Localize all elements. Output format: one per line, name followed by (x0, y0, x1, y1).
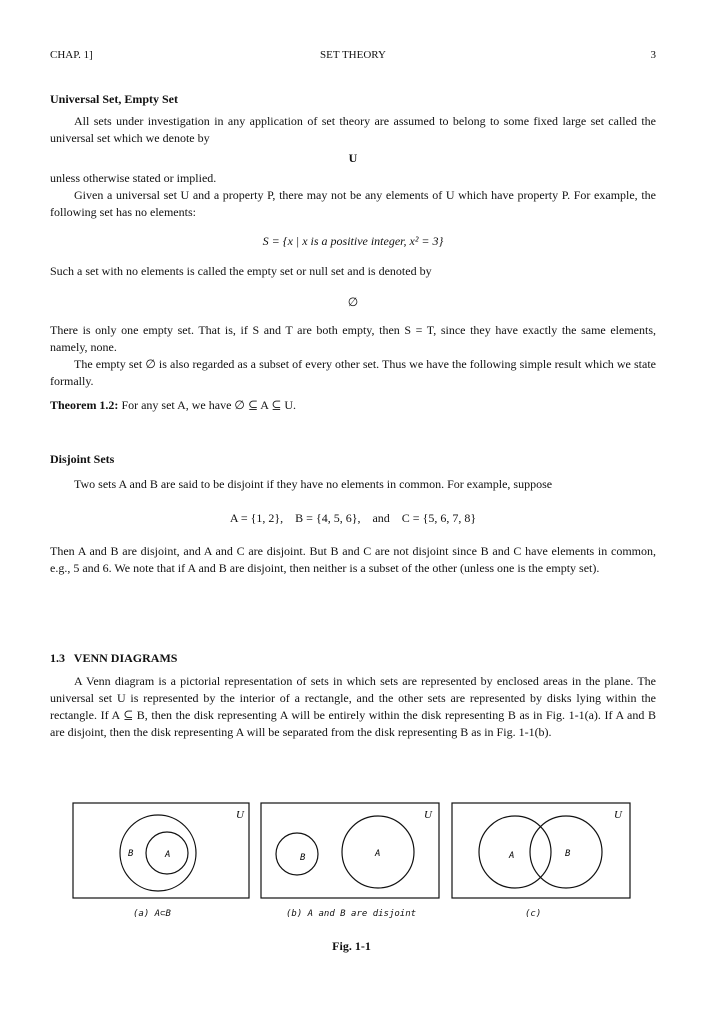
figure-label: Fig. 1-1 (332, 939, 371, 953)
running-header (50, 47, 656, 63)
header-title: SET THEORY (320, 49, 386, 61)
label-a: A (375, 849, 381, 859)
paragraph-universal-2: unless otherwise stated or implied. (50, 171, 217, 185)
theorem-text: For any set A, we have ∅ ⊆ A ⊆ U. (121, 398, 296, 412)
paragraph-universal-1: All sets under investigation in any application of set theory are assumed to belong to some fixed large set called the universal set which we denote by (50, 114, 656, 145)
caption-b: (b) A and B are disjoint (286, 909, 417, 919)
section-title-universal: Universal Set, Empty Set (50, 92, 178, 106)
universal-symbol: U (348, 151, 358, 165)
paragraph-universal-4: Such a set with no elements is called the empty set or null set and is denoted by (50, 264, 432, 278)
formula-empty-set: S = {x | x is a positive integer, x² = 3} (262, 234, 444, 248)
section-title-disjoint: Disjoint Sets (50, 452, 115, 466)
paragraph-disjoint-1: Two sets A and B are said to be disjoint if they have no elements in common. For example, suppose (74, 477, 553, 491)
venn-panel-a (73, 803, 249, 898)
theorem-label: Theorem 1.2: (50, 398, 119, 412)
empty-set-symbol: ∅ (347, 295, 359, 309)
venn-panel-c (452, 803, 630, 898)
disk-b (276, 833, 318, 875)
label-b: B (565, 849, 571, 859)
u-label: U (236, 809, 244, 821)
venn-panel-b (261, 803, 439, 898)
paragraph-universal-3: Given a universal set U and a property P, there may not be any elements of U which have property P. For example, the following set has no elements: (50, 188, 656, 219)
label-b: B (300, 853, 306, 863)
label-a: A (165, 850, 171, 860)
u-label: U (424, 809, 432, 821)
caption-c: (c) (525, 909, 542, 919)
universe-rect (73, 803, 249, 898)
paragraph-venn-1: A Venn diagram is a pictorial representation of sets in which sets are represented by enclosed areas in the plane. The universal set U is represented by the interior of a rectangle, and the other sets are represented by disks lying within the rectangle. If A ⊆ B, then the disk representing A will be entirely within the disk representing B as in Fig. 1-1(a). If A and B are disjoint, then the disk representing A will be separated from the disk representing B as in Fig. 1-1(b). (50, 674, 656, 739)
paragraph-universal-5: There is only one empty set. That is, if S and T are both empty, then S = T, since they have exactly the same elements, namely, none. (50, 323, 656, 354)
caption-a: (a) A⊂B (133, 909, 171, 919)
paragraph-universal-6: The empty set ∅ is also regarded as a subset of every other set. Thus we have the following simple result which we state formally. (50, 357, 656, 388)
section-title-venn: 1.3 VENN DIAGRAMS (50, 651, 178, 665)
label-b: B (128, 849, 134, 859)
chapter-label: CHAP. 1] (50, 49, 93, 61)
u-label: U (614, 809, 622, 821)
universe-rect (261, 803, 439, 898)
paragraph-disjoint-2: Then A and B are disjoint, and A and C are disjoint. But B and C are not disjoint since B and C have elements in common, e.g., 5 and 6. We note that if A and B are disjoint, then neither is a subset of the other (unless one is the empty set). (50, 544, 656, 575)
page-number: 3 (650, 49, 656, 61)
theorem-1-2 (50, 397, 656, 414)
label-a: A (509, 851, 515, 861)
formula-disjoint-sets: A = {1, 2}, B = {4, 5, 6}, and C = {5, 6, 7, 8} (229, 511, 477, 525)
